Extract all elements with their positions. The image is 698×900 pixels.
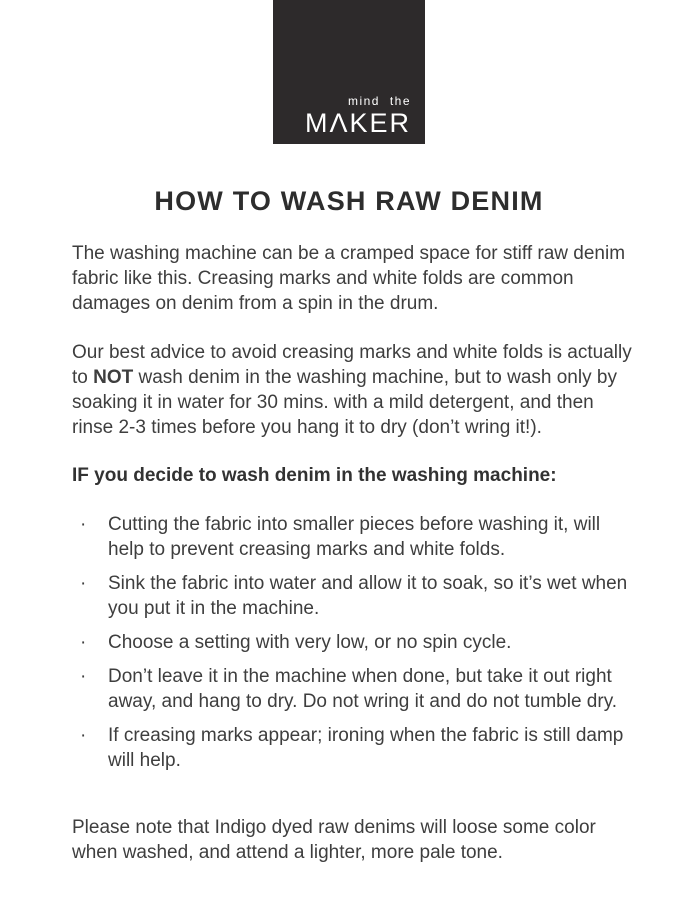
- page-title: HOW TO WASH RAW DENIM: [154, 186, 544, 216]
- document-body: [72, 241, 632, 865]
- bullet-icon: ·: [80, 725, 87, 747]
- logo-wordmark: MΛKER: [304, 108, 411, 138]
- section-subheading: IF you decide to wash denim in the washing machine:: [72, 464, 557, 486]
- advice-text-before: Our best advice to avoid creasing marks and white folds is actually to: [72, 342, 632, 389]
- bullet-icon: ·: [80, 666, 87, 688]
- list-item-text: Cutting the fabric into smaller pieces before washing it, will help to prevent creasing marks and white folds.: [108, 513, 601, 560]
- note-paragraph: Please note that Indigo dyed raw denims will loose some color when washed, and attend a lighter, more pale tone.: [72, 817, 596, 864]
- list-item-text: Don’t leave it in the machine when done, but take it out right away, and hang to dry. Do not wring it and do not tumble dry.: [108, 666, 618, 713]
- intro-paragraph: The washing machine can be a cramped space for stiff raw denim fabric like this. Creasing marks and white folds are common damages on denim from a spin in the drum.: [72, 243, 626, 315]
- list-item: [72, 723, 632, 773]
- brand-logo: [273, 0, 425, 144]
- logo-tagline: mind the: [347, 94, 411, 108]
- list-item: [72, 512, 632, 562]
- list-item: [72, 630, 632, 655]
- advice-text-bold: NOT: [93, 367, 134, 389]
- list-item: [72, 664, 632, 714]
- list-item: [72, 571, 632, 621]
- list-item-text: If creasing marks appear; ironing when the fabric is still damp will help.: [108, 725, 624, 772]
- bullet-icon: ·: [80, 631, 87, 653]
- tips-list: [72, 512, 632, 774]
- advice-text-after: wash denim in the washing machine, but to wash only by soaking it in water for 30 mins. with a mild detergent, and then rinse 2-3 times before you hang it to dry (don’t wring it!).: [72, 367, 617, 439]
- bullet-icon: ·: [80, 572, 87, 594]
- bullet-icon: ·: [80, 513, 87, 535]
- list-item-text: Choose a setting with very low, or no spin cycle.: [108, 631, 512, 653]
- list-item-text: Sink the fabric into water and allow it to soak, so it’s wet when you put it in the machine.: [108, 572, 628, 619]
- advice-paragraph: [72, 340, 632, 440]
